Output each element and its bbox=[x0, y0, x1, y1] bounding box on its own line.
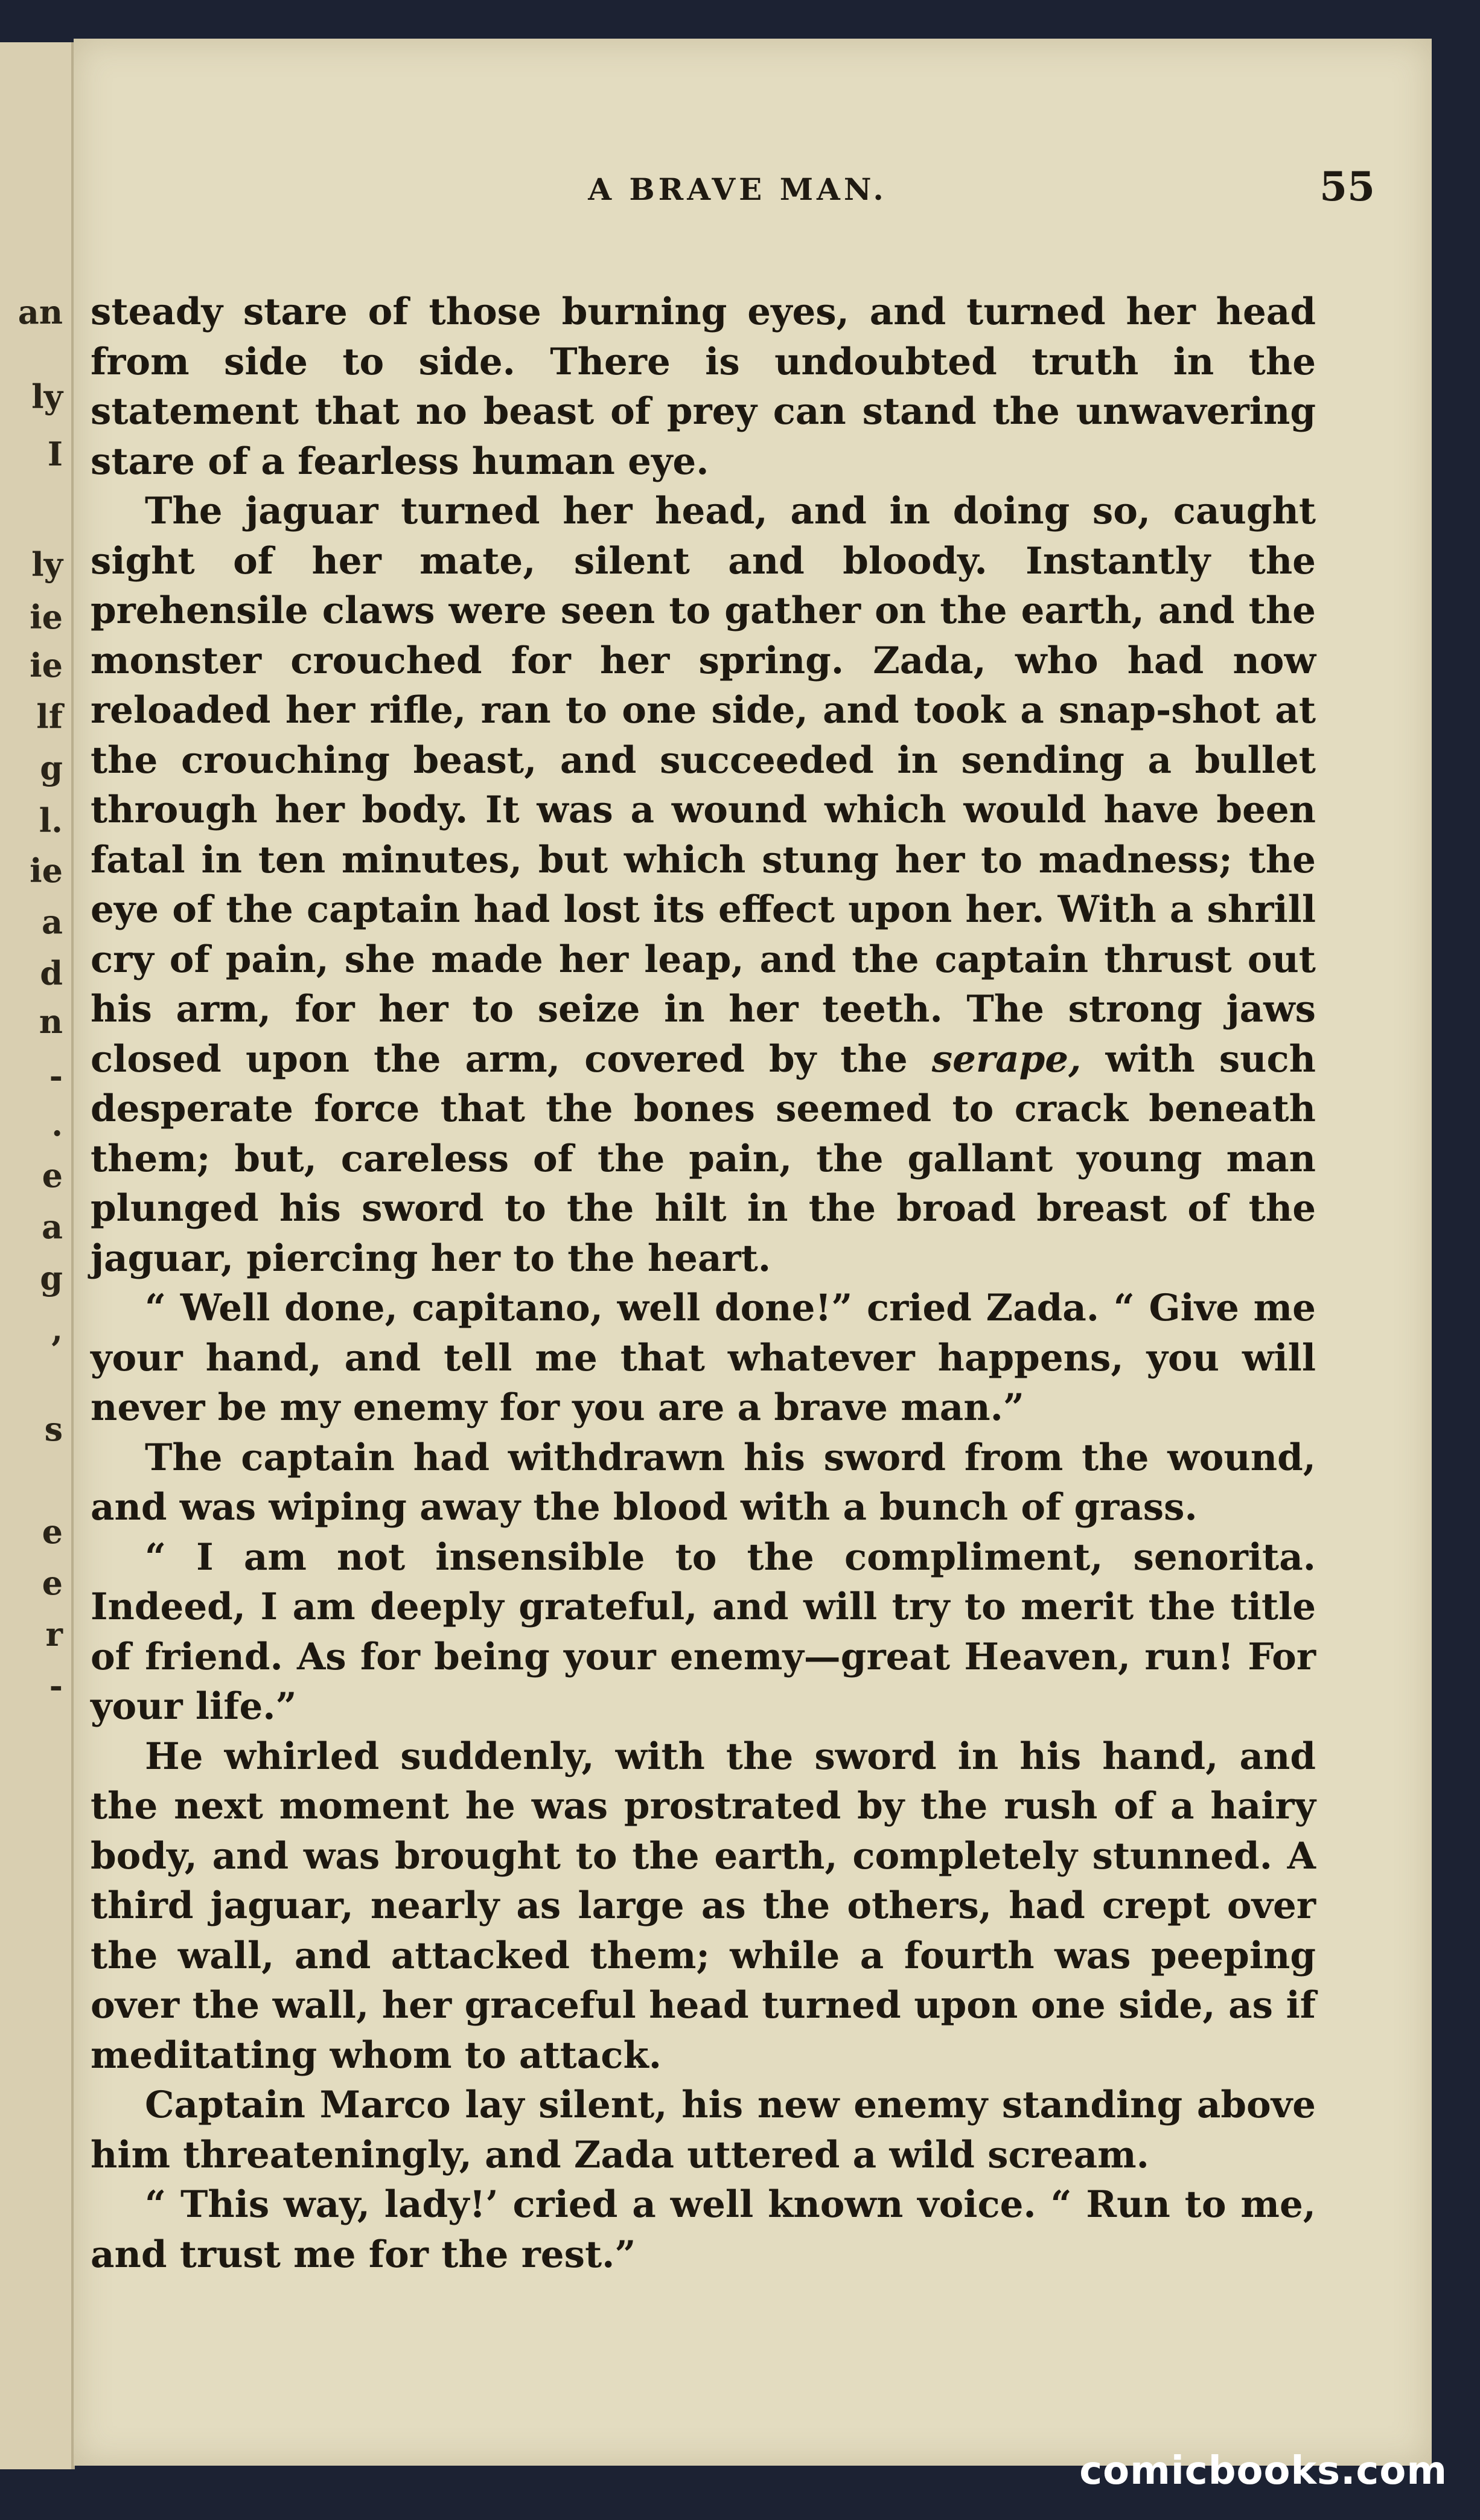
paragraph: “ This way, lady!’ cried a well known voice. “ Run to me, and trust me for the rest.” bbox=[91, 2183, 1316, 2276]
fragment: I bbox=[47, 435, 63, 473]
fragment: lf bbox=[36, 697, 63, 736]
fragment: n bbox=[39, 1002, 63, 1041]
fragment: l. bbox=[39, 801, 63, 840]
fragment: a bbox=[42, 1207, 63, 1246]
fragment: ly bbox=[31, 377, 63, 416]
paragraph: “ Well done, capitano, well done!” cried Zada. “ Give me your hand, and tell me that whatever happens, you will never be my enemy for you are a brave man.” bbox=[91, 1287, 1316, 1429]
fragment: . bbox=[51, 1105, 63, 1143]
fragment: - bbox=[49, 1666, 63, 1705]
fragment: r bbox=[45, 1615, 63, 1654]
watermark: comicbooks.com bbox=[1079, 2449, 1447, 2493]
running-title: A BRAVE MAN. bbox=[588, 171, 887, 207]
fragment: s bbox=[44, 1410, 63, 1448]
fragment: a bbox=[42, 903, 63, 941]
fragment: an bbox=[18, 293, 63, 331]
fragment: e bbox=[42, 1512, 63, 1551]
fragment: ly bbox=[31, 545, 63, 584]
italic-word: serape, bbox=[931, 1037, 1082, 1081]
fragment: ie bbox=[30, 646, 63, 685]
fragment: , bbox=[51, 1310, 63, 1349]
running-head bbox=[152, 163, 1375, 220]
paragraph: The captain had withdrawn his sword from the wound, and was wiping away the blood with a bunch of grass. bbox=[91, 1436, 1316, 1529]
fragment: ie bbox=[30, 598, 63, 636]
fragment: d bbox=[40, 954, 63, 993]
body-text bbox=[91, 287, 1316, 2280]
fragment: g bbox=[40, 749, 63, 787]
previous-page-edge bbox=[0, 42, 75, 2469]
paragraph-text: with such desperate force that the bones seemed to crack beneath them; but, careless of the pain, the gallant young man plunged his sword to the hilt in the broad breast of the jaguar, piercing her to the heart. bbox=[91, 1037, 1316, 1280]
paragraph: “ I am not insensible to the compliment, senorita. Indeed, I am deeply grateful, and will try to merit the title of friend. As for being your enemy—great Heaven, run! For your life.” bbox=[91, 1535, 1316, 1728]
fragment: ie bbox=[30, 851, 63, 890]
book-page bbox=[74, 39, 1432, 2466]
paragraph: steady stare of those burning eyes, and turned her head from side to side. There is undoubted truth in the statement that no beast of prey can stand the unwavering stare of a fearless human eye. bbox=[91, 290, 1316, 483]
paragraph: He whirled suddenly, with the sword in his hand, and the next moment he was prostrated by the rush of a hairy body, and was brought to the earth, completely stunned. A third jaguar, nearly as large as the others, had crept over the wall, and attacked them; while a fourth was peeping over the wall, her graceful head turned upon one side, as if meditating whom to attack. bbox=[91, 1735, 1316, 2077]
fragment: g bbox=[40, 1259, 63, 1297]
fragment: e bbox=[42, 1156, 63, 1195]
paragraph-text: The jaguar turned her head, and in doing so, caught sight of her mate, silent and bloody. Instantly the prehensile claws were seen to gather on the earth, and the monster crouched for her spring. Zada, who had now reloaded her rifle, ran to one side, and took a snap-shot at the crouching beast, and succeeded in sending a bullet through her body. It was a wound which would have been fatal in ten minutes, but which stung her to madness; the eye of the captain had lost its effect upon her. With a shrill cry of pain, she made her leap, and the captain thrust out his arm, for her to seize in her teeth. The strong jaws closed upon the arm, covered by the bbox=[91, 490, 1316, 1081]
page-number: 55 bbox=[1319, 163, 1375, 210]
fragment: - bbox=[49, 1057, 63, 1095]
paragraph: Captain Marco lay silent, his new enemy standing above him threateningly, and Zada uttered a wild scream. bbox=[91, 2083, 1316, 2176]
paragraph bbox=[91, 487, 1316, 1284]
fragment: e bbox=[42, 1564, 63, 1602]
